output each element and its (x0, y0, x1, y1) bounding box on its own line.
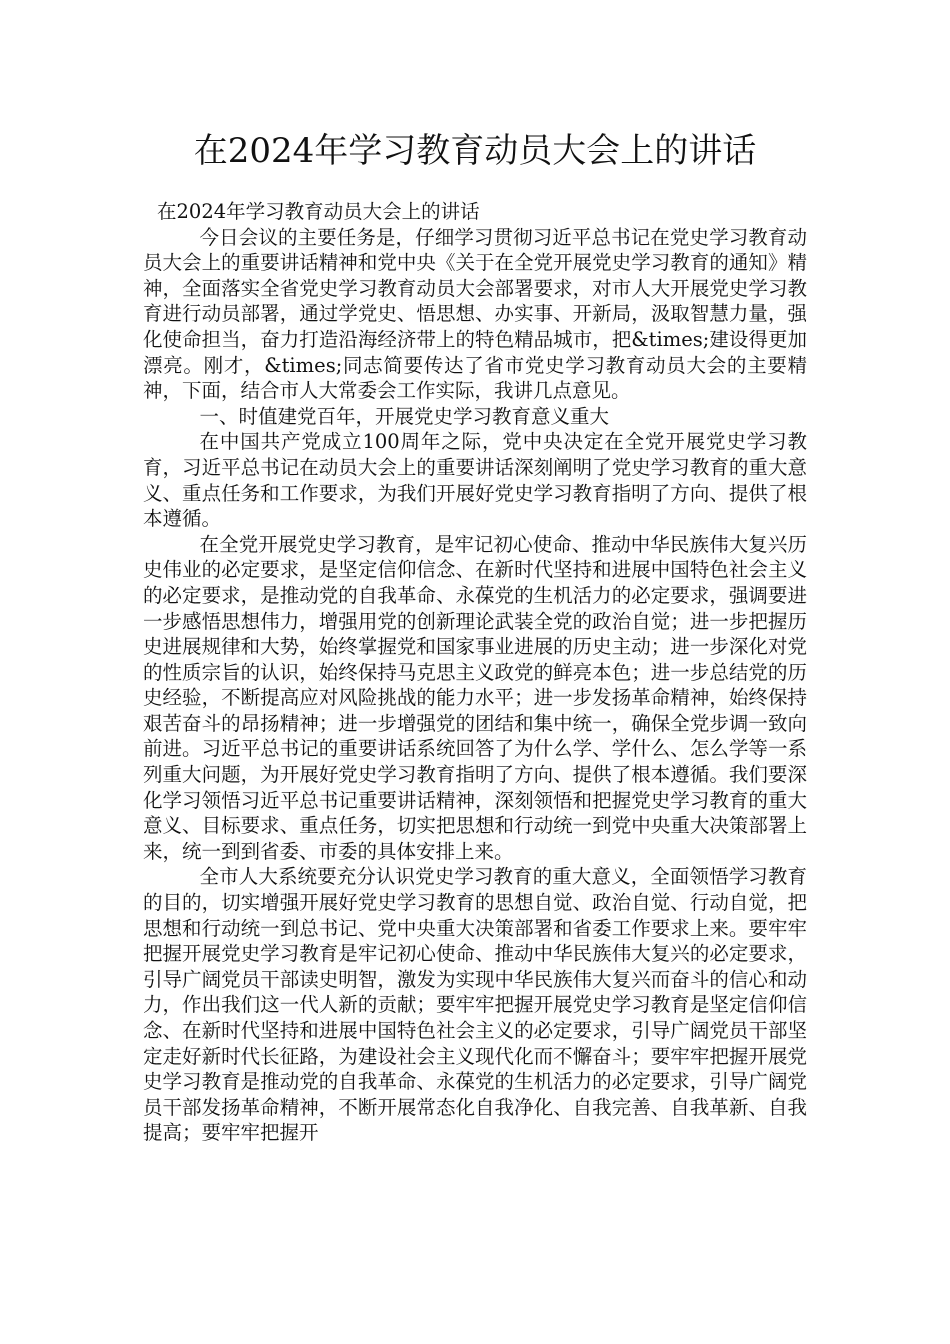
section-heading-1: 一、时值建党百年，开展党史学习教育意义重大 (199, 404, 610, 428)
document-body (143, 199, 807, 1146)
paragraph-intro: 今日会议的主要任务是，仔细学习贯彻习近平总书记在党史学习教育动员大会上的重要讲话精神和党中央《关于在全党开展党史学习教育的通知》精神，全面落实全省党史学习教育动员大会部署要求，对市人大开展党史学习教育进行动员部署，通过学党史、悟思想、办实事、开新局，汲取智慧力量，强化使命担当，奋力打造沿海经济带上的特色精品城市，把&times;建设得更加漂亮。刚才，&times;同志简要传达了省市党史学习教育动员大会的主要精神，下面，结合市人大常委会工作实际，我讲几点意见。 (143, 225, 807, 403)
paragraph-centenary: 在中国共产党成立100周年之际，党中央决定在全党开展党史学习教育，习近平总书记在动员大会上的重要讲话深刻阐明了党史学习教育的重大意义、重点任务和工作要求，为我们开展好党史学习教育指明了方向、提供了根本遵循。 (143, 430, 807, 531)
paragraph-npc-system: 全市人大系统要充分认识党史学习教育的重大意义，全面领悟学习教育的目的，切实增强开展好党史学习教育的思想自觉、政治自觉、行动自觉，把思想和行动统一到总书记、党中央重大决策部署和省委工作要求上来。要牢牢把握开展党史学习教育是牢记初心使命、推动中华民族伟大复兴的必定要求，引导广阔党员干部读史明智，激发为实现中华民族伟大复兴而奋斗的信心和动力，作出我们这一代人新的贡献；要牢牢把握开展党史学习教育是坚定信仰信念、在新时代坚持和进展中国特色社会主义的必定要求，引导广阔党员干部坚定走好新时代长征路，为建设社会主义现代化而不懈奋斗；要牢牢把握开展党史学习教育是推动党的自我革命、永葆党的生机活力的必定要求，引导广阔党员干部发扬革命精神，不断开展常态化自我净化、自我完善、自我革新、自我提高；要牢牢把握开 (143, 865, 807, 1145)
document-title: 在2024年学习教育动员大会上的讲话 (193, 131, 757, 171)
paragraph-significance: 在全党开展党史学习教育，是牢记初心使命、推动中华民族伟大复兴历史伟业的必定要求，是坚定信仰信念、在新时代坚持和进展中国特色社会主义的必定要求，是推动党的自我革命、永葆党的生机活力的必定要求，强调要进一步感悟思想伟力，增强用党的创新理论武装全党的政治自觉；进一步把握历史进展规律和大势，始终掌握党和国家事业进展的历史主动；进一步深化对党的性质宗旨的认识，始终保持马克思主义政党的鲜亮本色；进一步总结党的历史经验，不断提高应对风险挑战的能力水平；进一步发扬革命精神，始终保持艰苦奋斗的昂扬精神；进一步增强党的团结和集中统一，确保全党步调一致向前进。习近平总书记的重要讲话系统回答了为什么学、学什么、怎么学等一系列重大问题，为开展好党史学习教育指明了方向、提供了根本遵循。我们要深化学习领悟习近平总书记重要讲话精神，深刻领悟和把握党史学习教育的重大意义、目标要求、重点任务，切实把思想和行动统一到党中央重大决策部署上来，统一到到省委、市委的具体安排上来。 (143, 532, 807, 863)
document-subtitle: 在2024年学习教育动员大会上的讲话 (157, 200, 480, 223)
